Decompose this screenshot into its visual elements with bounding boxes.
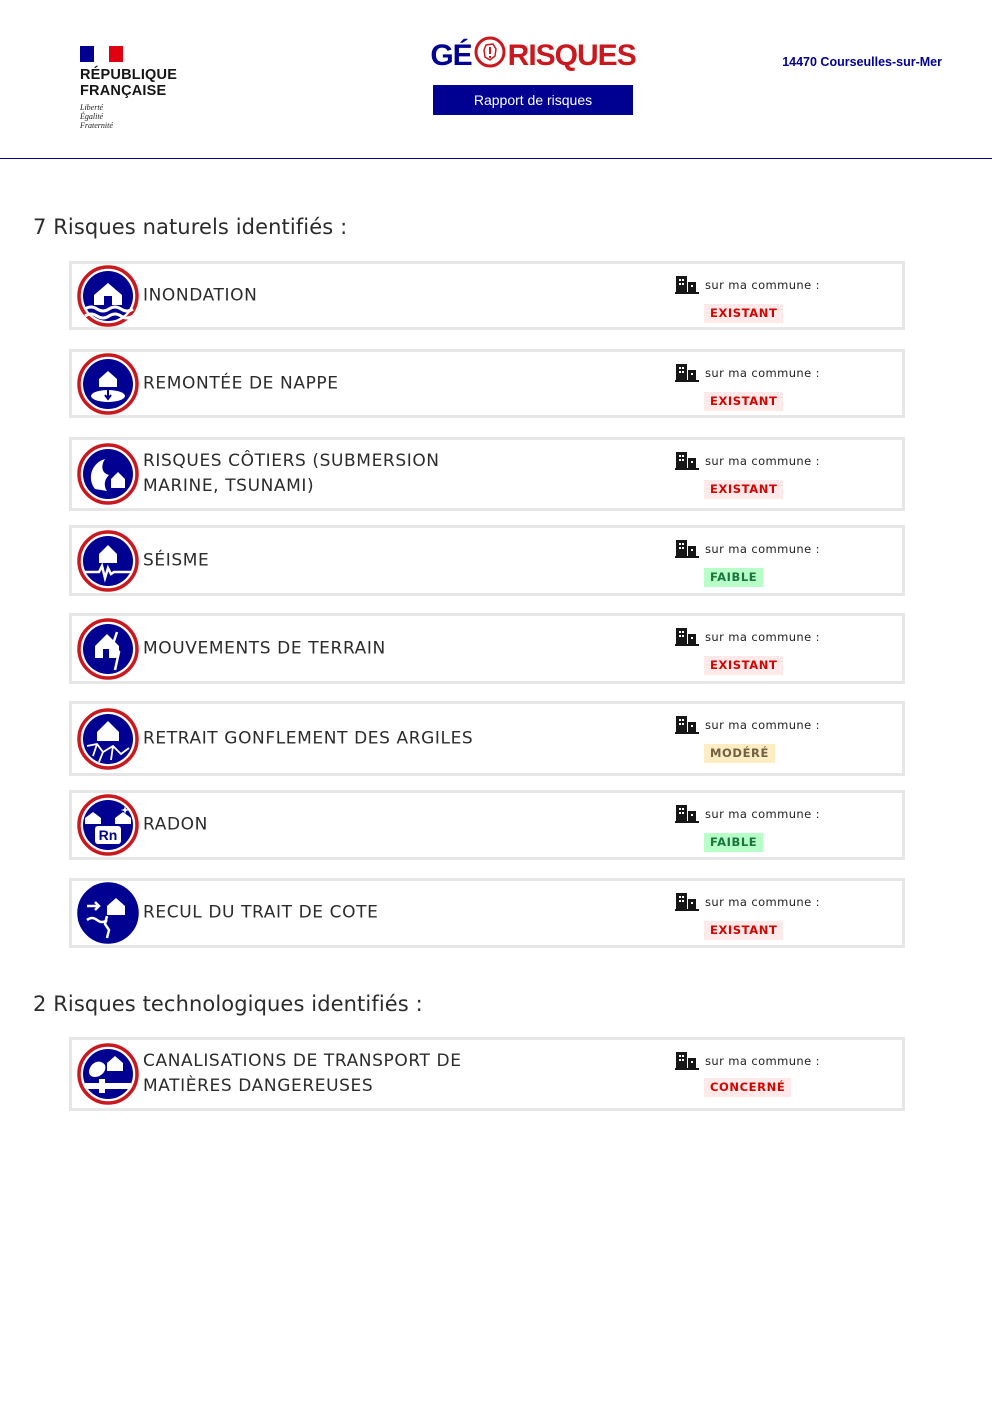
earthquake-icon — [77, 530, 139, 592]
building-icon — [675, 715, 699, 734]
commune-label: sur ma commune : — [705, 365, 820, 380]
status-badge: EXISTANT — [704, 392, 783, 411]
risk-card-canalisations[interactable] — [69, 1037, 905, 1111]
risk-card-radon[interactable] — [69, 790, 905, 860]
risk-card-inondation[interactable] — [69, 261, 905, 330]
republic-line-2: FRANÇAISE — [80, 83, 167, 99]
risk-name: RECUL DU TRAIT DE COTE — [143, 902, 379, 923]
status-badge: EXISTANT — [704, 656, 783, 675]
risk-name: SÉISME — [143, 550, 210, 570]
building-icon — [675, 892, 699, 911]
risk-name: CANALISATIONS DE TRANSPORT DE MATIÈRES DANGEREUSES — [143, 1051, 462, 1096]
wave-icon — [77, 443, 139, 505]
report-type-label: Rapport de risques — [433, 85, 633, 115]
pipeline-icon — [77, 1043, 139, 1105]
landslide-icon — [77, 618, 139, 680]
risk-name: INONDATION — [143, 285, 258, 305]
commune-label: sur ma commune : — [705, 1053, 820, 1068]
status-badge: EXISTANT — [704, 304, 783, 323]
commune-label: sur ma commune : — [705, 453, 820, 468]
risk-name: RISQUES CÔTIERS (SUBMERSION MARINE, TSUNAMI) — [143, 451, 440, 496]
building-icon — [675, 451, 699, 470]
status-badge: CONCERNÉ — [704, 1078, 791, 1097]
tech-risks-title: 2 Risques technologiques identifiés : — [33, 992, 423, 1016]
groundwater-icon — [77, 353, 139, 415]
risk-name: MOUVEMENTS DE TERRAIN — [143, 638, 386, 658]
status-badge: MODÉRÉ — [704, 744, 775, 763]
status-badge: FAIBLE — [704, 833, 763, 852]
risk-name: RETRAIT GONFLEMENT DES ARGILES — [143, 728, 474, 748]
building-icon — [675, 539, 699, 558]
coast-erosion-icon — [77, 882, 139, 944]
georisques-logo — [430, 36, 636, 76]
commune-label: sur ma commune : — [705, 541, 820, 556]
status-badge: EXISTANT — [704, 921, 783, 940]
risk-name: REMONTÉE DE NAPPE — [143, 373, 339, 393]
risk-card-recul-trait-de-cote[interactable] — [69, 878, 905, 948]
risk-name: RADON — [143, 814, 208, 835]
svg-text:Rn: Rn — [98, 827, 118, 843]
status-badge: EXISTANT — [704, 480, 783, 499]
report-header — [0, 0, 992, 159]
commune-label: sur ma commune : — [705, 277, 820, 292]
globe-icon — [474, 36, 506, 76]
radon-icon — [77, 794, 139, 856]
risk-card-risques-cotiers[interactable] — [69, 437, 905, 511]
building-icon — [675, 1051, 699, 1070]
risk-card-retrait-gonflement-argiles[interactable] — [69, 701, 905, 776]
building-icon — [675, 363, 699, 382]
building-icon — [675, 275, 699, 294]
flood-icon — [77, 265, 139, 327]
clay-icon — [77, 708, 139, 770]
brand-right: RISQUES — [507, 39, 636, 72]
risk-card-remontee-de-nappe[interactable] — [69, 349, 905, 418]
commune-label: sur ma commune : — [705, 894, 820, 909]
building-icon — [675, 804, 699, 823]
brand-left: GÉ — [430, 39, 472, 72]
republic-motto: Liberté Égalité Fraternité — [80, 103, 113, 130]
republic-line-1: RÉPUBLIQUE — [80, 67, 178, 83]
risk-card-seisme[interactable] — [69, 525, 905, 596]
locality-label: 14470 Courseulles-sur-Mer — [782, 55, 942, 69]
natural-risks-title: 7 Risques naturels identifiés : — [33, 215, 348, 239]
building-icon — [675, 627, 699, 646]
risk-card-mouvements-de-terrain[interactable] — [69, 613, 905, 684]
commune-label: sur ma commune : — [705, 806, 820, 821]
status-badge: FAIBLE — [704, 568, 763, 587]
republique-francaise-logo — [80, 46, 177, 130]
french-flag-icon — [80, 46, 123, 62]
commune-label: sur ma commune : — [705, 629, 820, 644]
commune-label: sur ma commune : — [705, 717, 820, 732]
